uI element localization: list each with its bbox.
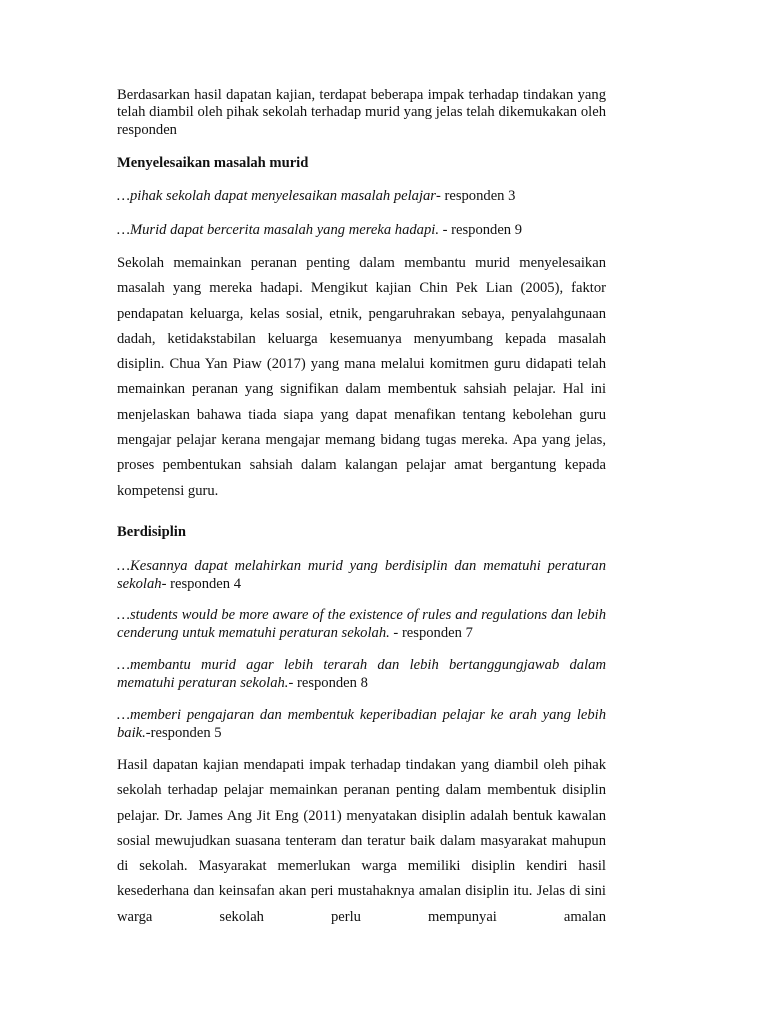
quote-responden-7	[117, 607, 606, 642]
body-paragraph-1: Sekolah memainkan peranan penting dalam membantu murid menyelesaikan masalah yang mereka hadapi. Mengikut kajian Chin Pek Lian (2005), faktor pendapatan keluarga, kelas sosial, etnik, pengaruhrakan sebaya, penyalahgunaan dadah, ketidakstabilan keluarga kesemuanya menyumbang kepada masalah disiplin. Chua Yan Piaw (2017) yang mana melalui komitmen guru didapati telah memainkan peranan yang signifikan dalam membentuk sahsiah pelajar. Hal ini menjelaskan bahawa tiada siapa yang dapat menafikan tentang kebolehan guru mengajar pelajar kerana mengajar memang bidang tugas mereka. Apa yang jelas, proses pembentukan sahsiah dalam kalangan pelajar amat bergantung kepada kompetensi guru.	[117, 255, 606, 499]
quote-text: …Kesannya dapat melahirkan murid yang berdisiplin dan mematuhi peraturan sekolah	[117, 558, 606, 592]
section-heading-masalah: Menyelesaikan masalah murid	[117, 155, 309, 171]
quote-text: …membantu murid agar lebih terarah dan lebih bertanggungjawab dalam mematuhi peraturan sekolah.	[117, 657, 606, 691]
quote-text: …memberi pengajaran dan membentuk keperibadian pelajar ke arah yang lebih baik.	[117, 707, 606, 741]
quote-responden-5	[117, 707, 606, 742]
quote-text: …pihak sekolah dapat menyelesaikan masalah pelajar	[117, 188, 436, 204]
quote-attribution: - responden 7	[389, 624, 473, 641]
quote-responden-4	[117, 558, 606, 593]
intro-paragraph: Berdasarkan hasil dapatan kajian, terdapat beberapa impak terhadap tindakan yang telah diambil oleh pihak sekolah terhadap murid yang jelas telah dikemukakan oleh responden	[117, 87, 606, 138]
quote-responden-9	[117, 222, 606, 240]
quote-responden-8	[117, 657, 606, 692]
quote-attribution: - responden 4	[161, 575, 242, 592]
quote-attribution: - responden 3	[435, 188, 516, 204]
quote-attribution: - responden 9	[438, 222, 523, 238]
quote-attribution: - responden 8	[288, 674, 368, 691]
section-heading-berdisiplin: Berdisiplin	[117, 524, 186, 540]
quote-attribution: -responden 5	[145, 724, 222, 741]
quote-text: …students would be more aware of the existence of rules and regulations dan lebih cenderung untuk mematuhi peraturan sekolah.	[117, 607, 606, 641]
body-paragraph-2: Hasil dapatan kajian mendapati impak terhadap tindakan yang diambil oleh pihak sekolah terhadap pelajar memainkan peranan penting dalam membentuk disiplin pelajar. Dr. James Ang Jit Eng (2011) menyatakan disiplin adalah bentuk kawalan sosial mewujudkan suasana tenteram dan teratur baik dalam masyarakat mahupun di sekolah. Masyarakat memerlukan warga memiliki disiplin kendiri hasil kesederhana dan keinsafan akan peri mustahaknya amalan disiplin itu. Jelas di sini warga sekolah perlu mempunyai amalan	[117, 757, 606, 925]
quote-responden-3	[117, 188, 606, 206]
quote-text: …Murid dapat bercerita masalah yang mereka hadapi.	[117, 222, 439, 238]
